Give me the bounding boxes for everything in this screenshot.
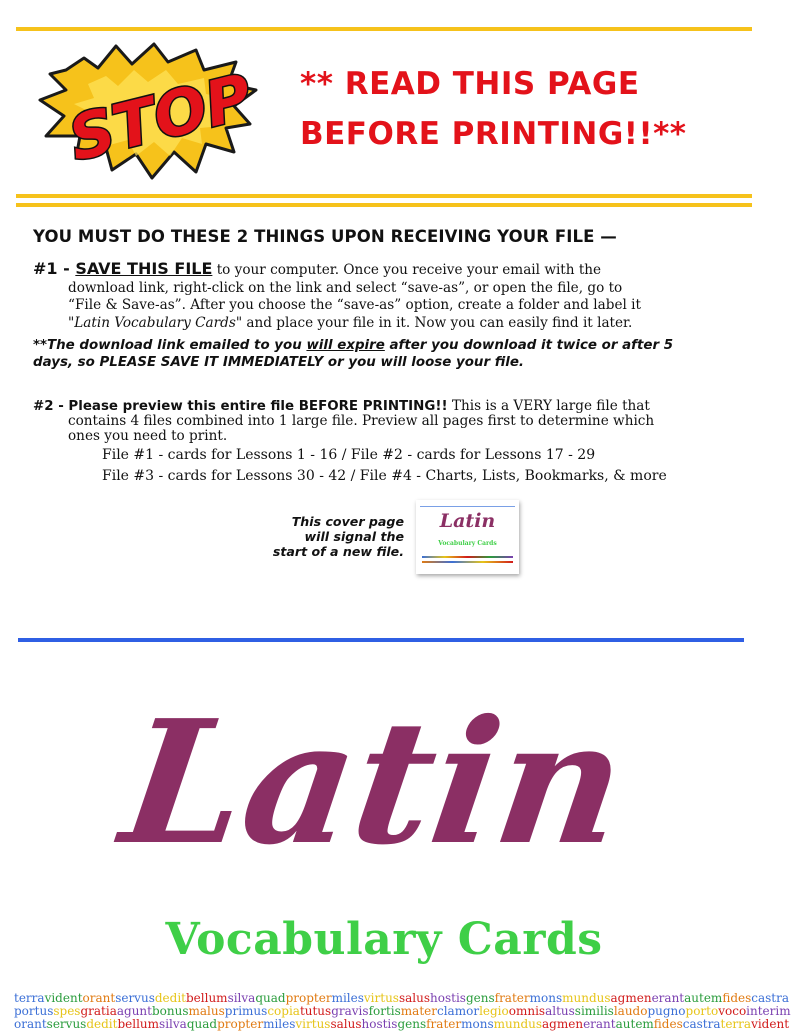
vocab-word: fortis	[368, 1004, 401, 1018]
vocab-word: autem	[615, 1017, 654, 1031]
vocab-word: virtus	[295, 1017, 331, 1031]
vocab-word: porto	[685, 1004, 719, 1018]
cover-note-line1: This cover page	[291, 514, 404, 529]
folder-name: "Latin Vocabulary Cards"	[68, 315, 243, 331]
step1-line1	[33, 260, 601, 279]
vocab-word: propter	[217, 1017, 264, 1031]
vocab-word: primus	[224, 1004, 268, 1018]
vocab-word: laudo	[613, 1004, 648, 1018]
vocab-word: terra	[720, 1017, 752, 1031]
thumb-subtitle: Vocabulary Cards	[438, 540, 497, 547]
vocab-word: gratia	[80, 1004, 117, 1018]
header-line-1: ** READ THIS PAGE	[300, 66, 640, 102]
vocab-word: omnis	[508, 1004, 546, 1018]
vocab-word: mundus	[562, 991, 611, 1005]
vocab-word: agmen	[610, 991, 652, 1005]
cover-note	[248, 514, 404, 559]
vocab-word: quad	[186, 1017, 218, 1031]
vocab-word: legio	[479, 1004, 509, 1018]
vocab-word: malus	[188, 1004, 225, 1018]
vocab-word: bellum	[185, 991, 228, 1005]
warning-line1	[33, 337, 673, 354]
vocab-word: portus	[14, 1004, 54, 1018]
vocab-word: frater	[494, 991, 530, 1005]
vocab-word: agmen	[542, 1017, 584, 1031]
divider-b	[16, 203, 752, 207]
vocab-word: orant	[14, 1017, 47, 1031]
vocab-word: quad	[255, 991, 286, 1005]
vocab-word: voco	[718, 1004, 747, 1018]
step1-text-4: and place your file in it. Now you can easily find it later.	[242, 315, 633, 331]
header-line-2: BEFORE PRINTING!!**	[300, 116, 687, 152]
vocab-word: tutus	[299, 1004, 332, 1018]
vocab-word: mater	[400, 1004, 437, 1018]
file-list-line1: File #1 - cards for Lessons 1 - 16 / File #2 - cards for Lessons 17 - 29	[102, 447, 596, 463]
vocab-word: terra	[14, 991, 45, 1005]
vocab-word: vident	[751, 1017, 790, 1031]
vocab-word: salus	[398, 991, 431, 1005]
vocab-word: erant	[583, 1017, 616, 1031]
vocab-word: silva	[159, 1017, 187, 1031]
vocab-word: copia	[267, 1004, 300, 1018]
step1-action: SAVE THIS FILE	[75, 259, 213, 278]
vocab-word: hostis	[430, 991, 466, 1005]
warning-line2	[33, 354, 524, 371]
vocab-word: silva	[227, 991, 256, 1005]
vocab-word: virtus	[363, 991, 399, 1005]
warning-text-c: after you download it twice or after 5	[384, 338, 674, 353]
section-divider	[18, 638, 744, 642]
vocab-word: agunt	[116, 1004, 152, 1018]
step2-bold: #2 - Please preview this entire file BEFORE PRINTING!!	[33, 399, 448, 414]
vocab-word: bellum	[117, 1017, 160, 1031]
vocab-word: interim	[746, 1004, 791, 1018]
stop-burst-logo	[36, 40, 261, 182]
warning-text-d: days, so PLEASE SAVE IT IMMEDIATELY or you will loose your file.	[33, 355, 525, 370]
vocab-word: gravis	[331, 1004, 369, 1018]
vocab-word: fides	[653, 1017, 683, 1031]
vocab-word: orant	[82, 991, 116, 1005]
latin-title-text: Latin	[111, 683, 637, 883]
vocab-word: pugno	[647, 1004, 686, 1018]
file-list-line2: File #3 - cards for Lessons 30 - 42 / File #4 - Charts, Lists, Bookmarks, & more	[102, 468, 667, 484]
thumb-title: Latin	[439, 510, 496, 532]
step1-text-1: to your computer. Once you receive your email with the	[212, 262, 602, 278]
step2-line3: ones you need to print.	[68, 428, 228, 444]
top-divider	[16, 27, 752, 31]
vocab-word: spes	[53, 1004, 81, 1018]
vocab-word: dedit	[86, 1017, 118, 1031]
vocab-word: autem	[684, 991, 723, 1005]
vocab-word: fides	[722, 991, 752, 1005]
latin-title	[111, 670, 637, 900]
vocab-word: mundus	[493, 1017, 543, 1031]
vocab-word: servus	[115, 991, 155, 1005]
divider-a	[16, 194, 752, 198]
vocab-word: salus	[330, 1017, 362, 1031]
step1-line2: download link, right-click on the link and select “save-as”, or open the file, go to	[68, 280, 623, 296]
vocab-word: erant	[651, 991, 685, 1005]
step1-line3: “File & Save-as”. After you choose the “save-as” option, create a folder and label it	[68, 297, 641, 313]
vocabulary-cards-subtitle: Vocabulary Cards	[165, 914, 603, 965]
vocab-word: vident	[44, 991, 83, 1005]
vocab-word: clamor	[437, 1004, 480, 1018]
cover-note-line2: will signal the	[304, 529, 404, 544]
warning-text-a: **The download link emailed to you	[33, 338, 307, 353]
step2-text-1: This is a VERY large file that	[447, 398, 650, 414]
word-row-3	[14, 1017, 790, 1031]
vocab-word: altus	[545, 1004, 575, 1018]
warning-expire: will expire	[306, 338, 385, 353]
step2-line2: contains 4 files combined into 1 large file. Preview all pages first to determine which	[68, 413, 655, 429]
step1-line4	[68, 315, 632, 332]
instructions-title: YOU MUST DO THESE 2 THINGS UPON RECEIVING YOUR FILE —	[33, 227, 617, 246]
vocab-word: gens	[397, 1017, 427, 1031]
vocab-word: frater	[426, 1017, 462, 1031]
vocab-word: mons	[529, 991, 563, 1005]
vocab-word: bonus	[151, 1004, 189, 1018]
vocab-word: propter	[285, 991, 332, 1005]
stop-logo-text: STOP	[61, 59, 259, 176]
vocab-word: miles	[331, 991, 364, 1005]
vocab-word: hostis	[361, 1017, 398, 1031]
vocab-word: mons	[461, 1017, 494, 1031]
vocab-word: servus	[46, 1017, 87, 1031]
vocab-word: miles	[263, 1017, 296, 1031]
step1-number: #1 -	[33, 259, 76, 278]
vocab-word: gens	[465, 991, 495, 1005]
vocab-word: similis	[574, 1004, 614, 1018]
vocab-word: castra	[682, 1017, 721, 1031]
vocab-word: castra	[751, 991, 790, 1005]
cover-note-line3: start of a new file.	[272, 544, 404, 559]
vocab-word: dedit	[154, 991, 186, 1005]
cover-thumbnail	[416, 500, 519, 574]
